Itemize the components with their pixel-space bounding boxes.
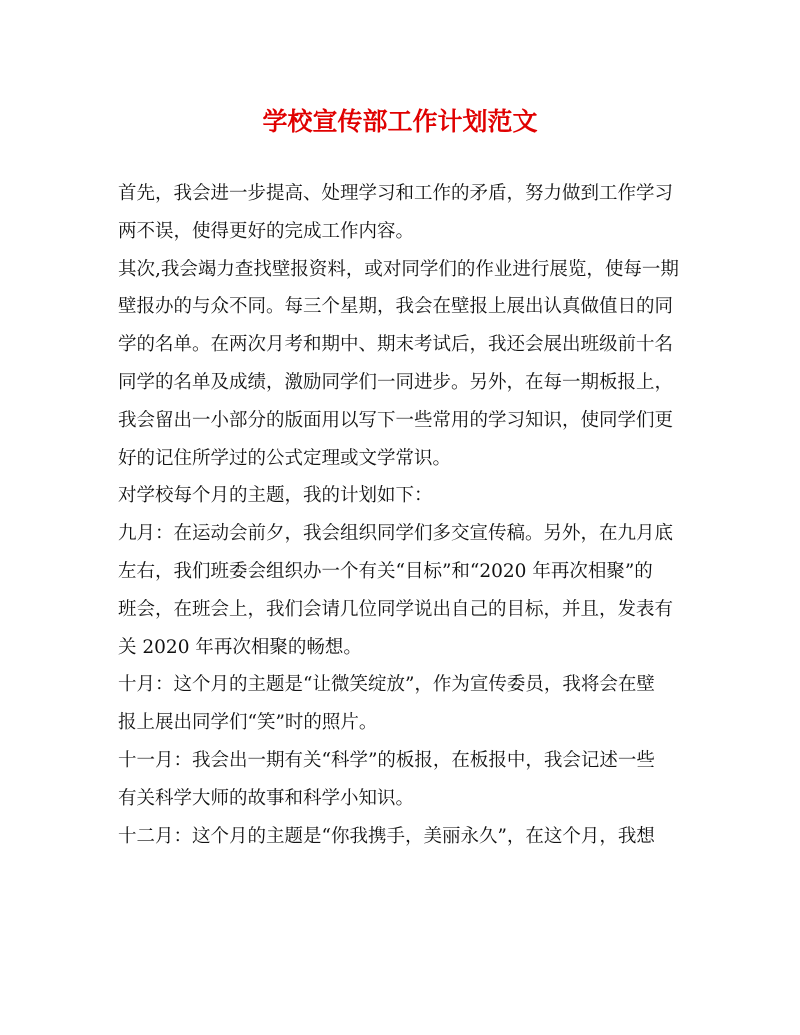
body-line: 十二月：这个月的主题是“你我携手，美丽永久”，在这个月，我想 xyxy=(118,825,655,847)
body-line: 两不误，使得更好的完成工作内容。 xyxy=(118,220,415,242)
body-line: 九月：在运动会前夕，我会组织同学们多交宣传稿。另外，在九月底 xyxy=(118,523,674,545)
body-line: 同学的名单及成绩，激励同学们一同进步。另外，在每一期板报上， xyxy=(118,371,674,393)
body-line: 首先，我会进一步提高、处理学习和工作的矛盾，努力做到工作学习 xyxy=(118,183,674,204)
document-title: 学校宣传部工作计划范文 xyxy=(262,107,538,136)
body-line: 关 2020 年再次相聚的畅想。 xyxy=(118,636,362,658)
body-line: 好的记住所学过的公式定理或文学常识。 xyxy=(118,447,452,469)
body-line: 学的名单。在两次月考和期中、期末考试后，我还会展出班级前十名 xyxy=(118,334,674,356)
body-line: 我会留出一小部分的版面用以写下一些常用的学习知识，使同学们更 xyxy=(118,409,674,431)
body-line: 有关科学大师的故事和科学小知识。 xyxy=(118,787,415,809)
body-line: 十一月：我会出一期有关“科学”的板报，在板报中，我会记述一些 xyxy=(118,749,655,771)
body-line: 对学校每个月的主题，我的计划如下： xyxy=(118,485,433,507)
body-line: 其次,我会竭力查找壁报资料，或对同学们的作业进行展览，使每一期 xyxy=(118,258,679,280)
body-line: 十月：这个月的主题是“让微笑绽放”，作为宣传委员，我将会在壁 xyxy=(118,674,655,696)
body-line: 左右，我们班委会组织办一个有关“目标”和“2020 年再次相聚”的 xyxy=(118,560,653,582)
document-body xyxy=(118,175,678,855)
body-line: 报上展出同学们“笑”时的照片。 xyxy=(118,712,378,734)
body-line: 壁报办的与众不同。每三个星期，我会在壁报上展出认真做值日的同 xyxy=(118,296,674,318)
body-line: 班会，在班会上，我们会请几位同学说出自己的目标，并且，发表有 xyxy=(118,598,674,620)
